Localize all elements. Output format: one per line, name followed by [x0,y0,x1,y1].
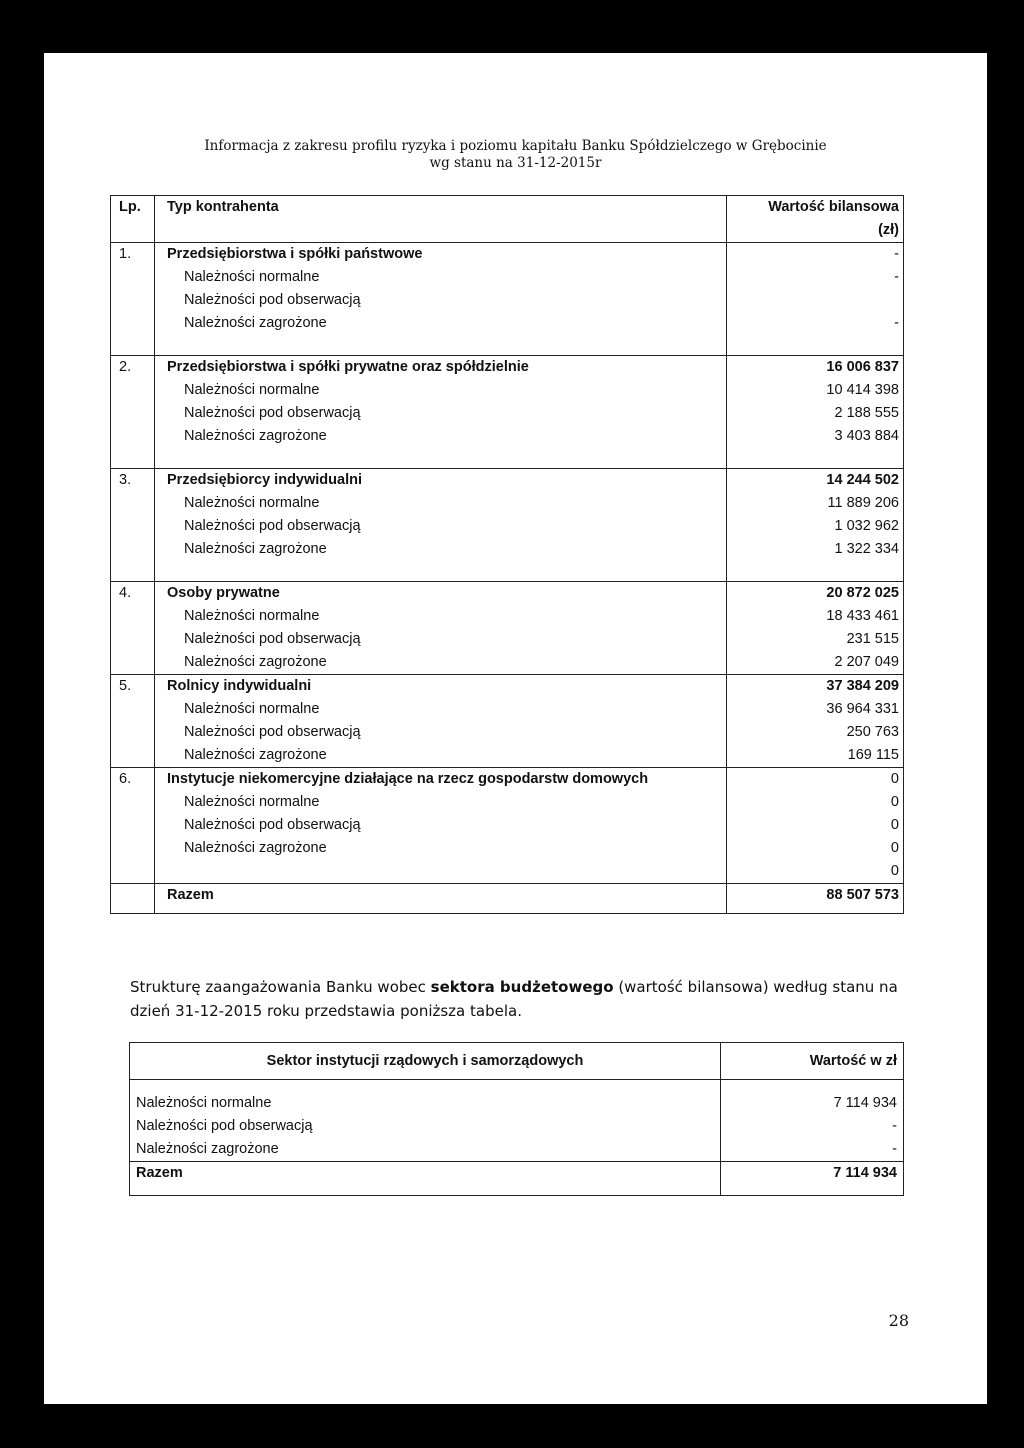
row-value: 169 115 [847,747,899,763]
col-value-unit: (zł) [878,222,899,238]
paragraph-text: Strukturę zaangażowania Banku wobec [130,978,431,996]
row-label: Należności pod obserwacją [184,817,361,833]
table-row [111,379,904,402]
row-label: Należności normalne [184,495,320,511]
group-title: Instytucje niekomercyjne działające na rzecz gospodarstw domowych [155,768,727,792]
row-label: Należności normalne [184,794,320,810]
group-total: 16 006 837 [727,356,904,380]
row-label: Należności zagrożone [184,840,327,856]
row-value: 0 [890,840,899,856]
group-total: 0 [727,768,904,792]
group-lp: 3. [111,469,155,493]
row-value: 36 964 331 [826,701,899,717]
row-label: Należności pod obserwacją [130,1115,721,1138]
total-value: 88 507 573 [727,884,904,908]
table-row [111,791,904,814]
row-label: Należności pod obserwacją [184,631,361,647]
row-value: - [892,1118,897,1134]
table-row [111,492,904,515]
row-value: 7 114 934 [833,1095,897,1111]
group-row-5 [111,675,904,699]
paragraph-bold-text: sektora budżetowego [430,978,614,996]
row-value: 1 032 962 [834,518,899,534]
col-value-header: Wartość bilansowa [768,199,899,215]
col-sector-header: Sektor instytucji rządowych i samorządowych [130,1043,721,1080]
group-lp: 2. [111,356,155,380]
group-title: Przedsiębiorstwa i spółki prywatne oraz spółdzielnie [155,356,727,380]
group-row-6 [111,768,904,792]
row-value: 0 [890,817,899,833]
group-title: Osoby prywatne [155,582,727,606]
document-title: Informacja z zakresu profilu ryzyka i poziomu kapitału Banku Spółdzielczego w Grębocinie [204,138,827,154]
group-lp: 1. [111,243,155,267]
table-row [111,425,904,448]
group-lp: 4. [111,582,155,606]
table-row [111,538,904,561]
group-row-4 [111,582,904,606]
counterparty-table [110,195,904,914]
row-label: Należności zagrożone [184,428,327,444]
table-row [111,515,904,538]
row-value: 11 889 206 [827,495,899,511]
table-row [111,289,904,312]
group-row-2 [111,356,904,380]
table-row [130,1115,904,1138]
group-lp: 6. [111,768,155,792]
row-value: 18 433 461 [826,608,899,624]
table-row [111,860,904,884]
group-lp: 5. [111,675,155,699]
row-value: - [892,1141,897,1157]
table-header-row [130,1043,904,1080]
table-row [111,628,904,651]
row-label: Należności normalne [130,1092,721,1115]
group-row-1 [111,243,904,267]
group-total: 20 872 025 [727,582,904,606]
group-title: Rolnicy indywidualni [155,675,727,699]
col-lp-header: Lp. [111,196,155,220]
total-label: Razem [155,884,727,908]
total-label: Razem [130,1162,721,1186]
row-value: 2 207 049 [834,654,899,670]
group-total: - [727,243,904,267]
page-number: 28 [888,1311,909,1330]
table-header-row [111,196,904,220]
table-row [111,698,904,721]
row-label: Należności pod obserwacją [184,518,361,534]
row-label: Należności zagrożone [184,541,327,557]
table-row [130,1138,904,1162]
group-title: Przedsiębiorcy indywidualni [155,469,727,493]
table-row [111,605,904,628]
row-value: 3 403 884 [834,428,899,444]
row-value: 0 [890,863,899,879]
row-label: Należności pod obserwacją [184,405,361,421]
table-row [111,837,904,860]
total-row [130,1162,904,1186]
row-value: - [894,315,899,331]
table-row [111,814,904,837]
table-row [130,1092,904,1115]
row-label: Należności normalne [184,269,320,285]
table-row [111,651,904,675]
row-value [727,289,904,312]
row-label: Należności zagrożone [184,654,327,670]
row-label: Należności zagrożone [130,1138,721,1162]
row-label: Należności pod obserwacją [184,292,361,308]
row-label: Należności zagrożone [184,747,327,763]
row-value: 2 188 555 [834,405,899,421]
group-total: 14 244 502 [727,469,904,493]
row-value: 231 515 [846,631,899,647]
table-row [111,312,904,335]
row-label: Należności normalne [184,701,320,717]
table-row [111,744,904,768]
document-page [44,53,987,1404]
col-type-header: Typ kontrahenta [155,196,727,220]
table-row [111,266,904,289]
col-value-header: Wartość w zł [721,1043,904,1080]
row-value: - [894,269,899,285]
group-total: 37 384 209 [727,675,904,699]
row-value: 1 322 334 [834,541,899,557]
total-row [111,884,904,908]
total-value: 7 114 934 [833,1165,897,1181]
row-label: Należności zagrożone [184,315,327,331]
table-row [111,402,904,425]
row-label: Należności normalne [184,382,320,398]
row-label: Należności normalne [184,608,320,624]
row-value: 10 414 398 [826,382,899,398]
group-row-3 [111,469,904,493]
paragraph-text: (wartość bilansowa) według stanu na dzień 31-12-2015 roku przedstawia poniższa tabela. [130,978,898,1020]
group-title: Przedsiębiorstwa i spółki państwowe [155,243,727,267]
government-sector-table [129,1042,904,1196]
document-date: wg stanu na 31-12-2015r [429,155,602,171]
row-value: 0 [890,794,899,810]
row-value: 250 763 [846,724,899,740]
table-row [111,721,904,744]
row-label: Należności pod obserwacją [184,724,361,740]
budget-sector-paragraph [130,975,905,1023]
